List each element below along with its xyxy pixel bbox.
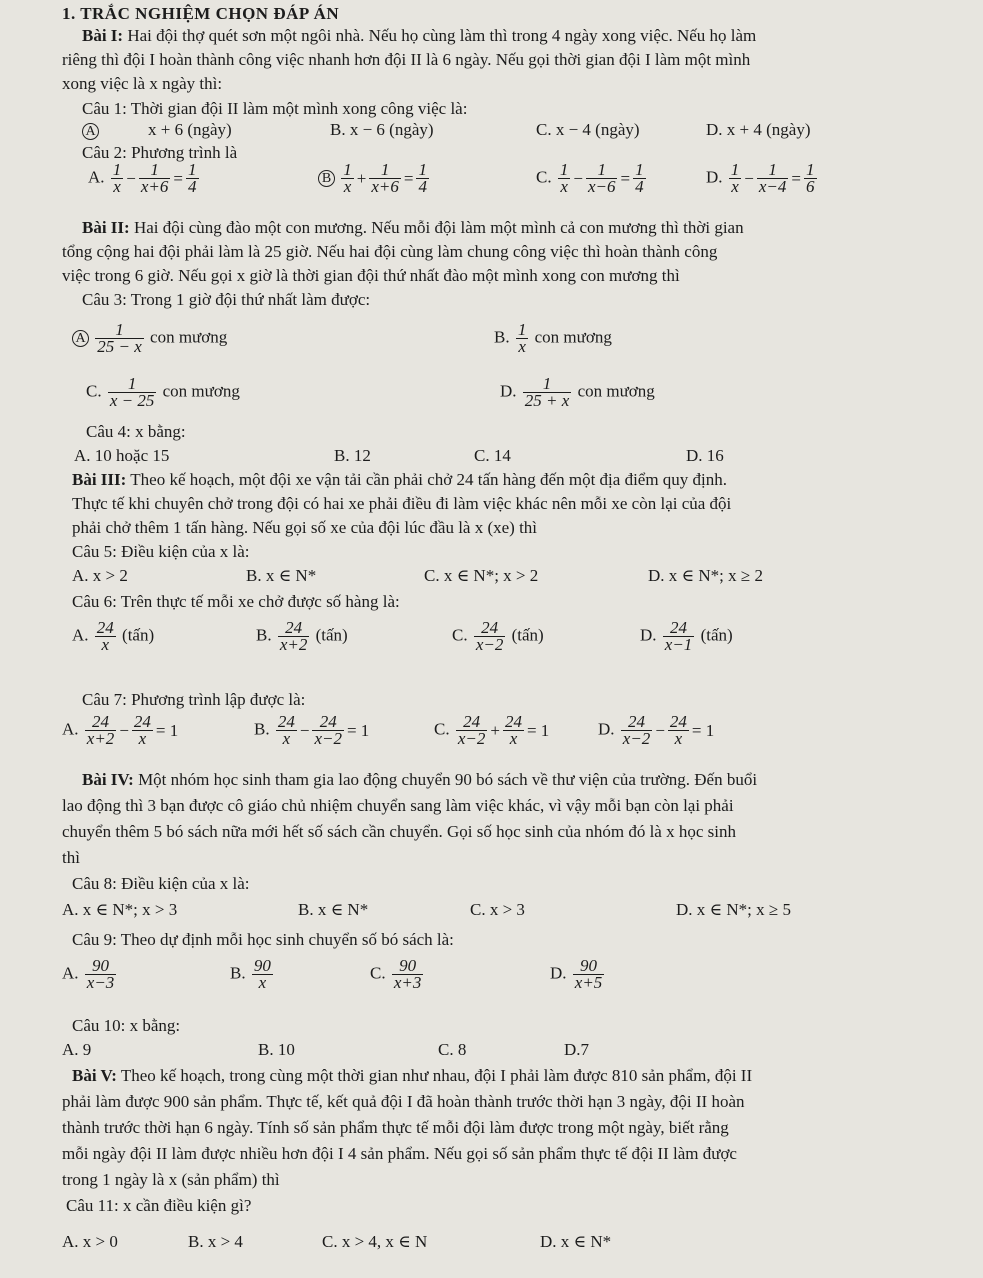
problem-1-line-3: xong việc là x ngày thì: (62, 74, 223, 93)
q6-option-a[interactable]: A. $\frac{24}{x}$ (tấn) (72, 618, 155, 654)
problem-2-line-3: việc trong 6 giờ. Nếu gọi x giờ là thời gian đội thứ nhất đào một mình xong con mương thì (62, 266, 680, 285)
question-10: Câu 10: x bằng: (72, 1016, 181, 1035)
q10-option-c[interactable]: C. 8 (438, 1040, 467, 1059)
question-7: Câu 7: Phương trình lập được là: (82, 690, 306, 709)
q11-option-d[interactable]: D. x ∈ N* (540, 1232, 612, 1251)
q10-option-a[interactable]: A. 9 (62, 1040, 92, 1059)
problem-5-line-4: mỗi ngày đội II làm được nhiều hơn đội I 4 sản phẩm. Nếu gọi số sản phẩm thực tế đội II làm được (62, 1144, 737, 1163)
question-4: Câu 4: x bằng: (86, 422, 186, 441)
question-11: Câu 11: x cần điều kiện gì? (66, 1196, 252, 1215)
problem-1-line-1: Bài I: Hai đội thợ quét sơn một ngôi nhà. Nếu họ cùng làm thì trong 4 ngày xong việc. Nếu họ làm (82, 26, 757, 45)
problem-4-line-3: chuyển thêm 5 bó sách nữa mới hết số sách cần chuyển. Gọi số học sinh của nhóm đó là x học sinh (62, 822, 736, 841)
problem-2-line-1: Bài II: Hai đội cùng đào một con mương. Nếu mỗi đội làm một mình cả con mương thì thời gian (82, 218, 744, 237)
q7-option-d[interactable]: D. $\frac{24}{x-2}$ − $\frac{24}{x}$ = 1 (598, 712, 715, 748)
q1-option-a-text: x + 6 (ngày) (148, 120, 232, 139)
q1-option-d[interactable]: D. x + 4 (ngày) (706, 120, 811, 139)
q9-option-c[interactable]: C. $\frac{90}{x+3}$ (370, 956, 422, 992)
q11-option-b[interactable]: B. x > 4 (188, 1232, 243, 1251)
q6-option-d[interactable]: D. $\frac{24}{x-1}$ (tấn) (640, 618, 733, 654)
q9-option-d[interactable]: D. $\frac{90}{x+5}$ (550, 956, 603, 992)
q10-option-b[interactable]: B. 10 (258, 1040, 295, 1059)
q2-option-a[interactable]: A. $\frac{1}{x}$ − $\frac{1}{x+6}$ = $\frac{1}{4}$ (88, 160, 197, 196)
q7-option-a[interactable]: A. $\frac{24}{x+2}$ − $\frac{24}{x}$ = 1 (62, 712, 179, 748)
q5-option-c[interactable]: C. x ∈ N*; x > 2 (424, 566, 539, 585)
q6-option-b[interactable]: B. $\frac{24}{x+2}$ (tấn) (256, 618, 348, 654)
problem-4-line-4: thì (62, 848, 80, 867)
question-1: Câu 1: Thời gian đội II làm một mình xong công việc là: (82, 99, 468, 118)
problem-3-line-1: Bài III: Theo kế hoạch, một đội xe vận tải cần phải chở 24 tấn hàng đến một địa điểm quy định. (72, 470, 728, 489)
question-2: Câu 2: Phương trình là (82, 143, 238, 162)
q3-option-c[interactable]: C. $\frac{1}{x - 25}$ con mương (86, 374, 240, 410)
q4-option-b[interactable]: B. 12 (334, 446, 371, 465)
question-3: Câu 3: Trong 1 giờ đội thứ nhất làm được: (82, 290, 371, 309)
q1-option-c[interactable]: C. x − 4 (ngày) (536, 120, 640, 139)
q8-option-d[interactable]: D. x ∈ N*; x ≥ 5 (676, 900, 791, 919)
q5-option-d[interactable]: D. x ∈ N*; x ≥ 2 (648, 566, 763, 585)
q3-option-b[interactable]: B. $\frac{1}{x}$ con mương (494, 320, 612, 356)
q7-option-b[interactable]: B. $\frac{24}{x}$ − $\frac{24}{x-2}$ = 1 (254, 712, 370, 748)
section-heading: 1. TRẮC NGHIỆM CHỌN ĐÁP ÁN (62, 4, 340, 23)
q4-option-d[interactable]: D. 16 (686, 446, 724, 465)
question-8: Câu 8: Điều kiện của x là: (72, 874, 250, 893)
problem-5-line-1: Bài V: Theo kế hoạch, trong cùng một thời gian như nhau, đội I phải làm được 810 sản phẩm, đội II (72, 1066, 753, 1085)
problem-4-line-2: lao động thì 3 bạn được cô giáo chủ nhiệm chuyển sang làm việc khác, vì vậy mỗi bạn còn lại phải (62, 796, 734, 815)
question-9: Câu 9: Theo dự định mỗi học sinh chuyển số bó sách là: (72, 930, 454, 949)
q2-option-d[interactable]: D. $\frac{1}{x}$ − $\frac{1}{x-4}$ = $\frac{1}{6}$ (706, 160, 815, 196)
q2-option-c[interactable]: C. $\frac{1}{x}$ − $\frac{1}{x-6}$ = $\frac{1}{4}$ (536, 160, 644, 196)
q4-option-a[interactable]: A. 10 hoặc 15 (74, 446, 170, 465)
problem-1-line-2: riêng thì đội I hoàn thành công việc nhanh hơn đội II là 6 ngày. Nếu gọi thời gian đội I làm một mình (62, 50, 751, 69)
question-6: Câu 6: Trên thực tế mỗi xe chở được số hàng là: (72, 592, 400, 611)
q9-option-b[interactable]: B. $\frac{90}{x}$ (230, 956, 271, 992)
q5-option-b[interactable]: B. x ∈ N* (246, 566, 317, 585)
q7-option-c[interactable]: C. $\frac{24}{x-2}$ + $\frac{24}{x}$ = 1 (434, 712, 550, 748)
q4-option-c[interactable]: C. 14 (474, 446, 511, 465)
question-5: Câu 5: Điều kiện của x là: (72, 542, 250, 561)
q3-option-a[interactable]: A $\frac{1}{25 - x}$ con mương (72, 322, 227, 355)
problem-4-line-1: Bài IV: Một nhóm học sinh tham gia lao động chuyển 90 bó sách về thư viện của trường. Đến buổi (82, 770, 758, 789)
q10-option-d[interactable]: D.7 (564, 1040, 590, 1059)
q2-option-b[interactable]: B $\frac{1}{x}$ + $\frac{1}{x+6}$ = $\frac{1}{4}$ (318, 162, 431, 195)
q8-option-c[interactable]: C. x > 3 (470, 900, 525, 919)
q11-option-c[interactable]: C. x > 4, x ∈ N (322, 1232, 428, 1251)
q8-option-a[interactable]: A. x ∈ N*; x > 3 (62, 900, 178, 919)
q11-option-a[interactable]: A. x > 0 (62, 1232, 118, 1251)
q1-option-a[interactable]: A (82, 120, 99, 140)
q1-option-b[interactable]: B. x − 6 (ngày) (330, 120, 434, 139)
problem-5-line-3: thành trước thời hạn 6 ngày. Tính số sản phẩm thực tế mỗi đội làm được trong một ngày, biết rằng (62, 1118, 729, 1137)
problem-2-line-2: tổng cộng hai đội phải làm là 25 giờ. Nếu hai đội cùng làm chung công việc thì hoàn thành công (62, 242, 718, 261)
q3-option-d[interactable]: D. $\frac{1}{25 + x}$ con mương (500, 374, 655, 410)
q8-option-b[interactable]: B. x ∈ N* (298, 900, 369, 919)
problem-5-line-5: trong 1 ngày là x (sản phẩm) thì (62, 1170, 280, 1189)
problem-5-line-2: phải làm được 900 sản phẩm. Thực tế, kết quả đội I đã hoàn thành trước thời hạn 3 ngày, đội II hoàn (62, 1092, 745, 1111)
q9-option-a[interactable]: A. $\frac{90}{x-3}$ (62, 956, 115, 992)
problem-3-line-3: phải chở thêm 1 tấn hàng. Nếu gọi số xe của đội lúc đầu là x (xe) thì (72, 518, 538, 537)
q6-option-c[interactable]: C. $\frac{24}{x-2}$ (tấn) (452, 618, 544, 654)
q5-option-a[interactable]: A. x > 2 (72, 566, 128, 585)
problem-3-line-2: Thực tế khi chuyên chở trong đội có hai xe phải điều đi làm việc khác nên mỗi xe còn lại của đội (72, 494, 732, 513)
